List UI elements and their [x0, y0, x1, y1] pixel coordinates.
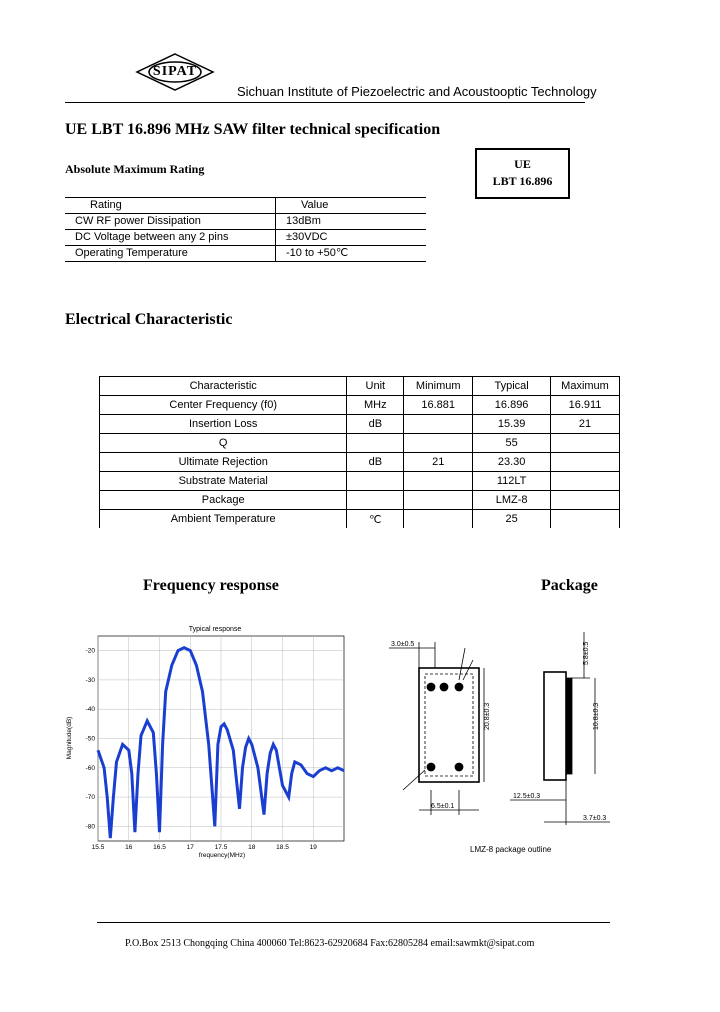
table-cell: 16.881: [404, 396, 473, 415]
dim-label: 3.7±0.3: [583, 815, 607, 822]
y-tick-label: -70: [85, 794, 95, 802]
x-tick-label: 18: [248, 844, 256, 851]
pin-dot: [427, 763, 435, 771]
header-rule: [65, 102, 585, 103]
table-cell: 112LT: [473, 472, 551, 491]
table-row: [65, 230, 426, 246]
table-cell: 13dBm: [276, 214, 427, 230]
y-axis-label: Magnitude(dB): [66, 716, 73, 760]
table-cell: [404, 491, 473, 510]
table-cell: 21: [551, 415, 620, 434]
x-tick-label: 17: [186, 844, 194, 851]
pin-dot: [455, 763, 463, 771]
table-cell: ℃: [347, 510, 404, 529]
table-row: [100, 453, 620, 472]
table-cell: [404, 415, 473, 434]
x-tick-label: 15.5: [91, 844, 105, 851]
table-cell: 23.30: [473, 453, 551, 472]
table-cell: [551, 472, 620, 491]
frequency-response-title: Frequency response: [143, 577, 279, 594]
x-tick-label: 19: [309, 844, 317, 851]
y-tick-label: -40: [85, 706, 95, 714]
table-cell: 55: [473, 434, 551, 453]
y-tick-label: -60: [85, 764, 95, 772]
dim-label: 6.5±0.1: [431, 803, 455, 810]
package-caption: LMZ-8 package outline: [470, 845, 552, 854]
table-row: [100, 510, 620, 529]
table-row: [100, 491, 620, 510]
table-cell: DC Voltage between any 2 pins: [65, 230, 276, 246]
table-cell: Q: [100, 434, 347, 453]
table-cell: 16.896: [473, 396, 551, 415]
table-cell: 16.911: [551, 396, 620, 415]
table-cell: Package: [100, 491, 347, 510]
table-row: [100, 434, 620, 453]
frequency-response-chart: [65, 620, 355, 865]
dim-label: 10.8±0.3: [593, 702, 600, 730]
footer-contact: P.O.Box 2513 Chongqing China 400060 Tel:8623-62920684 Fax:62805284 email:sawmkt@sipat.com: [125, 938, 535, 949]
logo-text: SIPAT: [152, 64, 198, 79]
sipat-logo: [135, 52, 215, 92]
table-cell: [551, 510, 620, 529]
table-cell: ±30VDC: [276, 230, 427, 246]
electrical-title: Electrical Characteristic: [65, 311, 233, 328]
table-cell: 25: [473, 510, 551, 529]
table-cell: CW RF power Dissipation: [65, 214, 276, 230]
y-tick-label: -20: [85, 647, 95, 655]
table-cell: MHz: [347, 396, 404, 415]
x-tick-label: 17.5: [214, 844, 228, 851]
x-tick-label: 18.5: [276, 844, 289, 851]
header-cell: Value: [276, 198, 427, 214]
y-tick-label: -50: [85, 735, 95, 743]
model-line2: LBT 16.896: [492, 174, 553, 188]
table-cell: [404, 434, 473, 453]
dim-label: 3.0±0.5: [391, 641, 415, 648]
table-cell: Ultimate Rejection: [100, 453, 347, 472]
chart-title: Typical response: [188, 626, 242, 633]
y-tick-label: -80: [85, 823, 95, 831]
table-cell: dB: [347, 415, 404, 434]
table-row: [65, 246, 426, 262]
pin-dot: [440, 683, 448, 691]
abs-max-table: [65, 197, 426, 262]
header-cell: Minimum: [404, 377, 473, 396]
table-cell: [347, 434, 404, 453]
y-tick-label: -30: [85, 676, 95, 684]
table-row: [100, 396, 620, 415]
model-box: [475, 148, 570, 199]
pin-dot: [427, 683, 435, 691]
model-line1: UE: [514, 157, 531, 171]
table-cell: Substrate Material: [100, 472, 347, 491]
package-pins-side: [566, 678, 572, 774]
table-cell: Insertion Loss: [100, 415, 347, 434]
table-cell: [551, 491, 620, 510]
table-cell: Operating Temperature: [65, 246, 276, 262]
table-row: [65, 214, 426, 230]
table-cell: Ambient Temperature: [100, 510, 347, 529]
header-cell: Maximum: [551, 377, 620, 396]
table-cell: [551, 453, 620, 472]
package-title: Package: [541, 577, 598, 594]
table-row: [100, 415, 620, 434]
electrical-table: [99, 376, 620, 528]
table-cell: dB: [347, 453, 404, 472]
header-cell: Rating: [65, 198, 276, 214]
table-header-row: [65, 198, 426, 214]
dim-label: 20.8±0.3: [484, 702, 491, 730]
x-tick-label: 16.5: [153, 844, 166, 851]
table-cell: [404, 472, 473, 491]
table-row: [100, 472, 620, 491]
table-cell: LMZ-8: [473, 491, 551, 510]
table-cell: [347, 472, 404, 491]
package-side-view: [544, 672, 566, 780]
header-cell: Unit: [347, 377, 404, 396]
table-cell: [404, 510, 473, 529]
x-tick-label: 16: [125, 844, 133, 851]
pin-dot: [455, 683, 463, 691]
footer-rule: [97, 922, 610, 923]
table-cell: 21: [404, 453, 473, 472]
abs-max-title: Absolute Maximum Rating: [65, 162, 205, 176]
table-cell: [551, 434, 620, 453]
table-cell: 15.39: [473, 415, 551, 434]
x-axis-label: frequency(MHz): [198, 852, 246, 859]
dim-label: 12.5±0.3: [513, 793, 541, 800]
institute-name: Sichuan Institute of Piezoelectric and Acoustooptic Technology: [237, 84, 597, 99]
table-header-row: [100, 377, 620, 396]
dim-label: 5.8±0.5: [583, 641, 590, 665]
header-cell: Characteristic: [100, 377, 347, 396]
header-cell: Typical: [473, 377, 551, 396]
table-cell: Center Frequency (f0): [100, 396, 347, 415]
package-outline-drawing: [385, 620, 630, 865]
document-title: UE LBT 16.896 MHz SAW filter technical specification: [65, 121, 441, 138]
table-cell: [347, 491, 404, 510]
table-cell: -10 to +50℃: [276, 246, 427, 262]
